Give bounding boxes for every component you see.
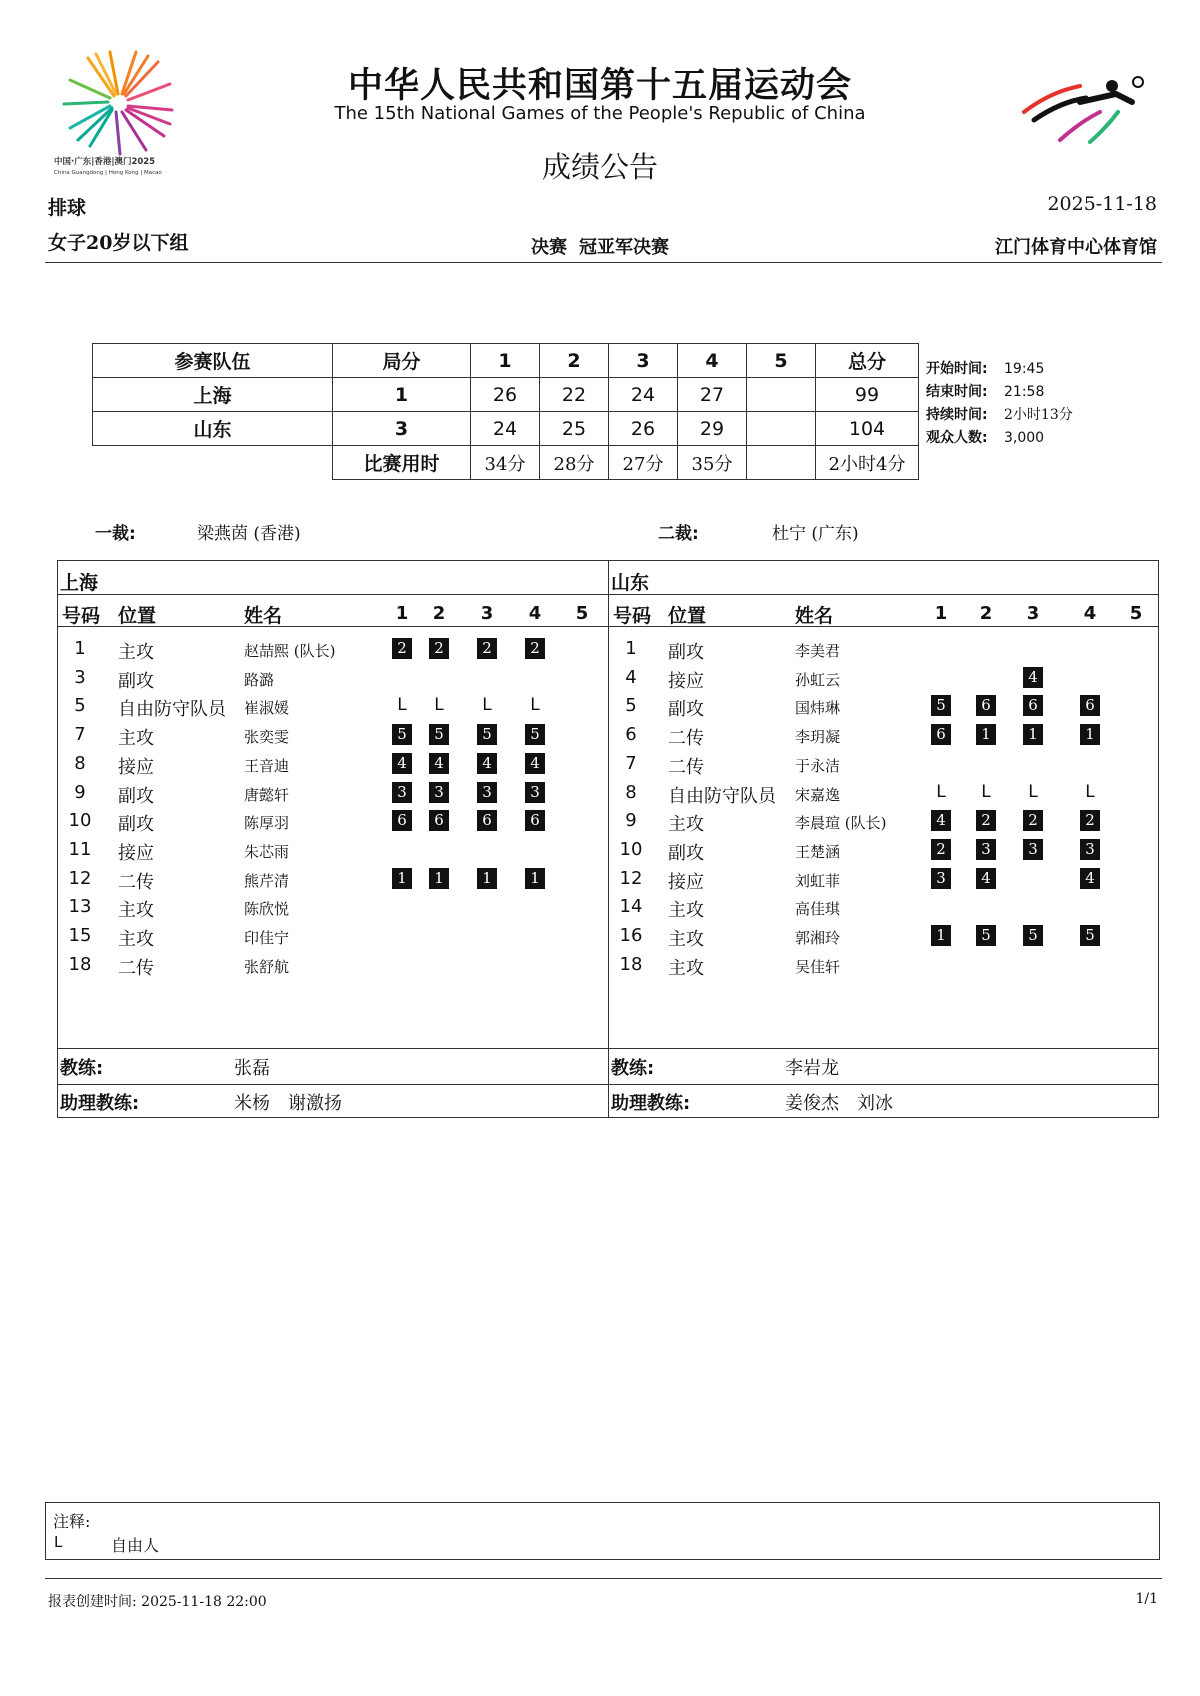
libero-mark: L xyxy=(482,695,492,716)
starting-position-chip: 6 xyxy=(477,810,497,831)
phase-text: 决赛 xyxy=(531,237,567,258)
end-time-label: 结束时间: xyxy=(926,384,988,400)
first-referee-caption: 一裁: xyxy=(95,524,136,544)
duration-label: 比赛用时 xyxy=(333,446,471,480)
roster-line xyxy=(57,1084,1159,1085)
player-number: 4 xyxy=(625,666,637,688)
duration-s5 xyxy=(747,446,816,480)
header-set-1: 1 xyxy=(934,603,948,624)
score-header-s4: 4 xyxy=(678,344,747,378)
player-name: 高佳琪 xyxy=(795,900,841,919)
player-position: 主攻 xyxy=(118,642,154,663)
report-created: 报表创建时间: 2025-11-18 22:00 xyxy=(48,1594,267,1610)
duration-s1: 34分 xyxy=(471,446,540,480)
starting-position-chip: 6 xyxy=(392,810,412,831)
player-name: 李晨瑄 (队长) xyxy=(795,814,887,833)
player-number: 8 xyxy=(625,781,637,803)
assistant-coach-label: 助理教练: xyxy=(60,1093,140,1114)
second-referee-label xyxy=(658,519,699,544)
starting-position-chip: 5 xyxy=(477,724,497,745)
header-set-3: 3 xyxy=(480,603,494,624)
player-name: 唐懿轩 xyxy=(244,785,290,804)
player-position: 二传 xyxy=(118,957,154,979)
starting-position-chip: 3 xyxy=(931,868,951,889)
starting-position-chip: 1 xyxy=(931,925,951,946)
score-table xyxy=(92,343,919,480)
group-label: 女子20岁以下组 xyxy=(48,232,189,254)
end-time xyxy=(926,381,1044,401)
player-position: 副攻 xyxy=(118,814,154,836)
date-label: 2025-11-18 xyxy=(1047,193,1157,215)
starting-position-chip: 6 xyxy=(931,724,951,745)
team-name: 上海 xyxy=(60,572,99,594)
starting-position-chip: 5 xyxy=(429,724,449,745)
duration-spacer xyxy=(93,446,333,480)
player-number: 9 xyxy=(74,781,86,803)
roster-line xyxy=(57,594,1159,595)
title-cn: 中华人民共和国第十五届运动会 xyxy=(347,66,852,106)
starting-position-chip: 1 xyxy=(976,724,996,745)
player-position: 主攻 xyxy=(118,728,154,750)
player-name: 王楚涵 xyxy=(795,842,841,861)
round-text: 冠亚军决赛 xyxy=(579,237,669,258)
player-position: 接应 xyxy=(668,871,704,893)
player-position: 自由防守队员 xyxy=(118,699,226,721)
player-number: 7 xyxy=(625,752,637,774)
player-number: 16 xyxy=(619,925,643,946)
libero-mark: L xyxy=(1085,781,1095,802)
starting-position-chip: 5 xyxy=(976,925,996,946)
starting-position-chip: 6 xyxy=(1080,695,1100,716)
start-time-value: 19:45 xyxy=(1004,361,1045,377)
player-position: 主攻 xyxy=(668,929,704,950)
start-time xyxy=(926,358,1044,378)
duration-total: 2小时4分 xyxy=(816,446,919,480)
starting-position-chip: 2 xyxy=(1023,810,1043,831)
starting-position-chip: 6 xyxy=(1023,695,1043,716)
second-referee-caption: 二裁: xyxy=(658,524,699,544)
starting-position-chip: 5 xyxy=(525,724,545,745)
player-position: 接应 xyxy=(668,670,704,692)
player-name: 王音迪 xyxy=(244,756,290,775)
starting-position-chip: 2 xyxy=(976,810,996,831)
starting-position-chip: 3 xyxy=(392,782,412,803)
starting-position-chip: 3 xyxy=(1080,839,1100,860)
libero-mark: L xyxy=(530,695,540,716)
player-position: 副攻 xyxy=(118,670,154,692)
score-s5 xyxy=(747,412,816,446)
starting-position-chip: 4 xyxy=(429,753,449,774)
starting-position-chip: 2 xyxy=(525,638,545,659)
page-number: 1/1 xyxy=(1135,1591,1158,1607)
header-number: 号码 xyxy=(62,605,101,627)
player-name: 吴佳轩 xyxy=(795,957,841,976)
end-time-value: 21:58 xyxy=(1004,384,1045,400)
player-position: 主攻 xyxy=(668,900,704,922)
player-name: 赵喆熙 (队长) xyxy=(244,642,336,660)
starting-position-chip: 2 xyxy=(429,638,449,659)
player-position: 副攻 xyxy=(668,699,704,721)
starting-position-chip: 2 xyxy=(477,638,497,659)
score-s1: 24 xyxy=(471,412,540,446)
duration-row xyxy=(93,446,919,480)
libero-mark: L xyxy=(434,695,444,716)
libero-mark: L xyxy=(936,781,946,802)
libero-mark: L xyxy=(397,695,407,716)
score-s1: 26 xyxy=(471,378,540,412)
header-set-5: 5 xyxy=(1129,603,1143,624)
header-set-3: 3 xyxy=(1026,603,1040,624)
roster-line xyxy=(57,626,1159,627)
player-name: 张奕雯 xyxy=(244,728,290,747)
header-name: 姓名 xyxy=(795,605,834,627)
sport-label: 排球 xyxy=(48,197,87,219)
player-number: 1 xyxy=(625,638,637,659)
second-referee: 杜宁 (广东) xyxy=(772,524,859,544)
header-name: 姓名 xyxy=(244,605,283,627)
player-position: 主攻 xyxy=(668,814,704,836)
player-position: 二传 xyxy=(668,756,704,778)
score-header-sets: 局分 xyxy=(333,344,471,378)
score-s2: 25 xyxy=(540,412,609,446)
player-name: 朱芯雨 xyxy=(244,842,290,861)
duration-time-label: 持续时间: xyxy=(926,407,988,423)
player-number: 9 xyxy=(625,810,637,832)
notes-box xyxy=(45,1502,1160,1560)
starting-position-chip: 2 xyxy=(1080,810,1100,831)
player-position: 接应 xyxy=(118,756,154,778)
player-name: 于永洁 xyxy=(795,756,841,775)
score-header-total: 总分 xyxy=(816,344,919,378)
score-sets: 3 xyxy=(333,412,471,446)
start-time-label: 开始时间: xyxy=(926,361,988,377)
title-en: The 15th National Games of the People's Republic of China xyxy=(334,103,866,124)
score-header-s5: 5 xyxy=(747,344,816,378)
roster-divider xyxy=(608,560,609,1118)
player-number: 5 xyxy=(625,695,637,717)
coach-label: 教练: xyxy=(611,1058,655,1079)
score-sets: 1 xyxy=(333,378,471,412)
score-s5 xyxy=(747,378,816,412)
starting-position-chip: 6 xyxy=(525,810,545,831)
starting-position-chip: 3 xyxy=(429,782,449,803)
notes-value: 自由人 xyxy=(111,1536,160,1555)
starting-position-chip: 1 xyxy=(429,868,449,889)
player-number: 15 xyxy=(68,925,92,946)
starting-position-chip: 4 xyxy=(392,753,412,774)
starting-position-chip: 5 xyxy=(1080,925,1100,946)
player-number: 18 xyxy=(619,953,643,975)
score-header-s2: 2 xyxy=(540,344,609,378)
header-set-2: 2 xyxy=(432,603,446,624)
player-number: 5 xyxy=(74,695,86,717)
logo-text-en: China Guangdong | Hong Kong | Macao xyxy=(54,170,162,176)
player-name: 刘虹菲 xyxy=(795,871,841,890)
notes-key: L xyxy=(54,1533,63,1551)
starting-position-chip: 4 xyxy=(477,753,497,774)
header-set-2: 2 xyxy=(979,603,993,624)
assistant-coach-names: 姜俊杰 刘冰 xyxy=(785,1093,893,1114)
score-s2: 22 xyxy=(540,378,609,412)
starting-position-chip: 4 xyxy=(1080,868,1100,889)
header-divider xyxy=(45,262,1162,263)
duration-time xyxy=(926,404,1073,424)
player-name: 印佳宁 xyxy=(244,929,290,947)
player-name: 宋嘉逸 xyxy=(795,785,841,804)
starting-position-chip: 3 xyxy=(525,782,545,803)
duration-s3: 27分 xyxy=(609,446,678,480)
starting-position-chip: 5 xyxy=(392,724,412,745)
starting-position-chip: 4 xyxy=(976,868,996,889)
starting-position-chip: 1 xyxy=(1080,724,1100,745)
audience-label: 观众人数: xyxy=(926,430,988,446)
starting-position-chip: 2 xyxy=(392,638,412,659)
assistant-coach-names: 米杨 谢激扬 xyxy=(234,1093,342,1114)
audience-value: 3,000 xyxy=(1004,430,1045,446)
score-header-s3: 3 xyxy=(609,344,678,378)
starting-position-chip: 6 xyxy=(976,695,996,716)
player-name: 李玥凝 xyxy=(795,728,841,747)
coach-name: 张磊 xyxy=(234,1058,270,1079)
notes-label: 注释: xyxy=(53,1512,91,1531)
player-number: 14 xyxy=(619,896,643,918)
player-position: 主攻 xyxy=(118,929,154,950)
header-set-4: 4 xyxy=(1083,603,1097,624)
starting-position-chip: 2 xyxy=(931,839,951,860)
player-number: 12 xyxy=(68,867,92,889)
header-set-5: 5 xyxy=(575,603,589,624)
score-s4: 27 xyxy=(678,378,747,412)
player-number: 10 xyxy=(619,838,643,860)
score-row xyxy=(93,412,919,446)
starting-position-chip: 1 xyxy=(1023,724,1043,745)
score-header-row xyxy=(93,344,919,378)
player-number: 3 xyxy=(74,666,86,688)
starting-position-chip: 3 xyxy=(976,839,996,860)
starting-position-chip: 3 xyxy=(477,782,497,803)
first-referee: 梁燕茵 (香港) xyxy=(197,524,301,544)
player-name: 李美君 xyxy=(795,642,841,660)
player-position: 二传 xyxy=(668,728,704,750)
player-name: 郭湘玲 xyxy=(795,929,841,947)
first-referee-label xyxy=(95,519,136,544)
player-position: 副攻 xyxy=(668,842,704,864)
logo-text-cn: 中国·广东|香港|澳门2025 xyxy=(54,157,156,167)
player-number: 12 xyxy=(619,867,643,889)
player-position: 副攻 xyxy=(118,785,154,807)
starting-position-chip: 6 xyxy=(429,810,449,831)
coach-label: 教练: xyxy=(60,1058,104,1079)
player-position: 接应 xyxy=(118,842,154,864)
starting-position-chip: 3 xyxy=(1023,839,1043,860)
header-set-4: 4 xyxy=(528,603,542,624)
starting-position-chip: 1 xyxy=(477,868,497,889)
starting-position-chip: 4 xyxy=(1023,667,1043,688)
player-number: 7 xyxy=(74,724,86,746)
player-name: 陈欣悦 xyxy=(244,900,290,919)
header-set-1: 1 xyxy=(395,603,409,624)
player-name: 陈厚羽 xyxy=(244,814,290,833)
duration-s2: 28分 xyxy=(540,446,609,480)
player-number: 11 xyxy=(68,838,92,860)
starting-position-chip: 4 xyxy=(525,753,545,774)
score-team: 山东 xyxy=(93,412,333,446)
header-position: 位置 xyxy=(118,605,157,627)
score-s3: 24 xyxy=(609,378,678,412)
header-position: 位置 xyxy=(668,605,707,627)
player-number: 10 xyxy=(68,810,92,832)
starting-position-chip: 1 xyxy=(392,868,412,889)
score-s3: 26 xyxy=(609,412,678,446)
player-number: 8 xyxy=(74,752,86,774)
libero-mark: L xyxy=(1028,781,1038,802)
score-team: 上海 xyxy=(93,378,333,412)
roster-line xyxy=(57,1048,1159,1049)
player-position: 自由防守队员 xyxy=(668,785,776,807)
player-name: 国炜琳 xyxy=(795,699,841,718)
assistant-coach-label: 助理教练: xyxy=(611,1093,691,1114)
player-position: 副攻 xyxy=(668,642,704,663)
player-position: 二传 xyxy=(118,871,154,893)
player-number: 1 xyxy=(74,638,86,659)
header-number: 号码 xyxy=(613,605,652,627)
player-name: 崔淑媛 xyxy=(244,699,290,718)
score-header-team: 参赛队伍 xyxy=(93,344,333,378)
team-name: 山东 xyxy=(611,572,650,594)
venue-label: 江门体育中心体育馆 xyxy=(995,237,1157,258)
score-total: 99 xyxy=(816,378,919,412)
score-row xyxy=(93,378,919,412)
player-number: 6 xyxy=(625,724,637,746)
starting-position-chip: 5 xyxy=(1023,925,1043,946)
player-position: 主攻 xyxy=(668,957,704,979)
audience xyxy=(926,427,1044,447)
score-total: 104 xyxy=(816,412,919,446)
duration-s4: 35分 xyxy=(678,446,747,480)
starting-position-chip: 5 xyxy=(931,695,951,716)
footer-divider xyxy=(45,1578,1162,1579)
player-name: 张舒航 xyxy=(244,957,290,976)
player-name: 路潞 xyxy=(244,670,275,689)
player-number: 18 xyxy=(68,953,92,975)
score-s4: 29 xyxy=(678,412,747,446)
score-header-s1: 1 xyxy=(471,344,540,378)
coach-name: 李岩龙 xyxy=(785,1058,839,1079)
starting-position-chip: 1 xyxy=(525,868,545,889)
player-number: 13 xyxy=(68,896,92,918)
player-name: 熊芹清 xyxy=(244,871,290,890)
starting-position-chip: 4 xyxy=(931,810,951,831)
libero-mark: L xyxy=(981,781,991,802)
doc-title: 成绩公告 xyxy=(541,150,658,184)
player-name: 孙虹云 xyxy=(795,670,841,689)
player-position: 主攻 xyxy=(118,900,154,922)
duration-time-value: 2小时13分 xyxy=(1004,407,1073,423)
